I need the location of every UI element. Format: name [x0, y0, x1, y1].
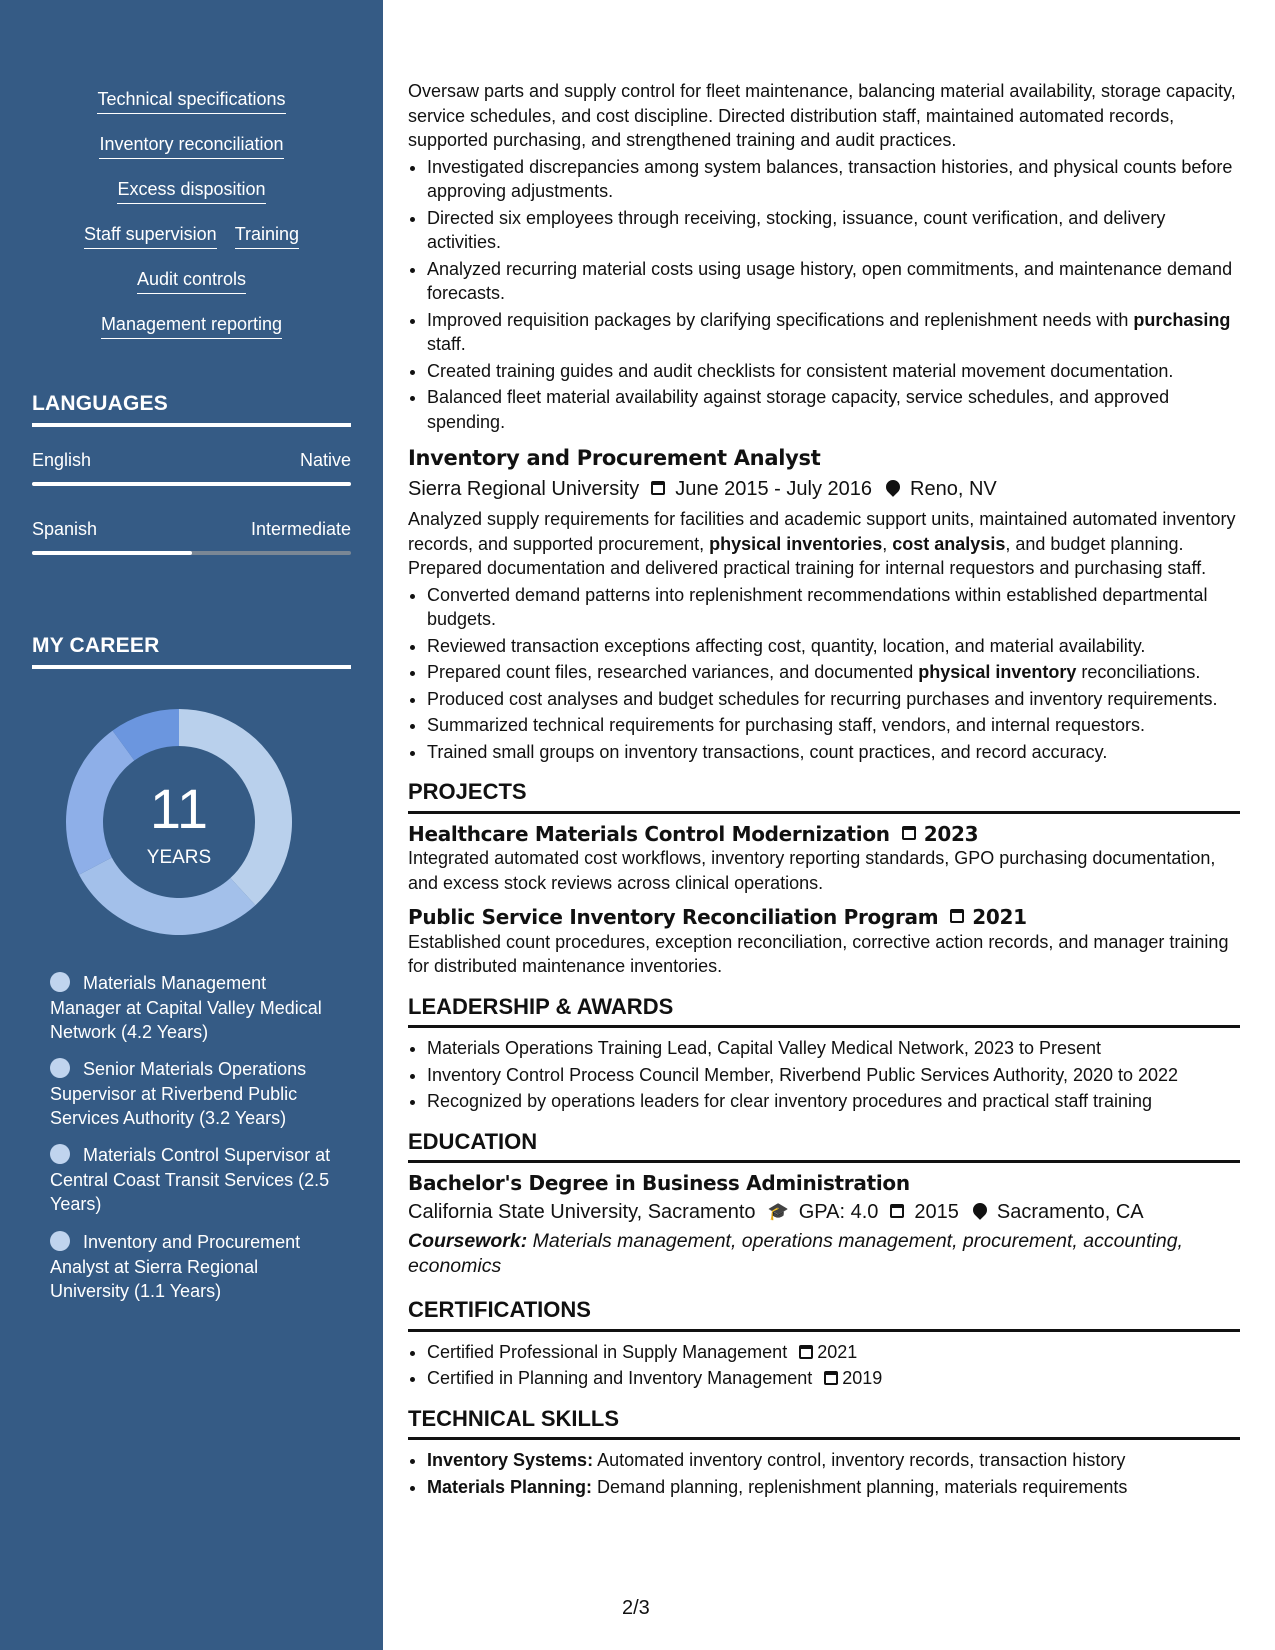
bullet: • Directed six employees through receiving, stocking, issuance, count verification, and delivery activities.: [427, 206, 1240, 255]
bullet: • Materials Operations Training Lead, Capital Valley Medical Network, 2023 to Present: [427, 1036, 1240, 1061]
career-text: Inventory and Procurement Analyst at Sierra Regional University (1.1 Years): [50, 1232, 301, 1301]
job-dates: June 2015 - July 2016: [675, 477, 873, 500]
graduation-cap-icon: 🎓: [767, 1201, 789, 1221]
bullet: • Created training guides and audit checklists for consistent material movement documentation.: [427, 359, 1240, 384]
donut-total: 11: [149, 777, 209, 840]
project-title: Public Service Inventory Reconciliation Program 2021: [408, 905, 1027, 929]
calendar-icon: [950, 905, 964, 930]
bullet: • Reviewed transaction exceptions affecting cost, quantity, location, and material availability.: [427, 634, 1240, 659]
language-english: [32, 450, 351, 486]
education-meta: [408, 1200, 1240, 1225]
bullet: • Inventory Control Process Council Member, Riverbend Public Services Authority, 2020 to 2022: [427, 1063, 1240, 1088]
graduation-year: 2015: [914, 1200, 959, 1223]
career-heading: MY CAREER: [32, 634, 351, 669]
career-item: [50, 1057, 340, 1131]
degree-title: Bachelor's Degree in Business Administration: [408, 1171, 910, 1195]
school-location: Sacramento, CA: [996, 1200, 1144, 1223]
certification: • Certified Professional in Supply Management 2021: [427, 1340, 1240, 1365]
job-title: Inventory and Procurement Analyst: [408, 446, 821, 470]
main-content: [408, 79, 1240, 1501]
skill-tag: Management reporting: [101, 313, 282, 339]
company-name: Sierra Regional University: [408, 477, 640, 500]
career-text: Senior Materials Operations Supervisor at Riverbend Public Services Authority (3.2 Years): [50, 1059, 307, 1128]
bullet: • Produced cost analyses and budget schedules for recurring purchases and inventory requirements.: [427, 687, 1240, 712]
bullet: • Balanced fleet material availability against storage capacity, service schedules, and approved spending.: [427, 385, 1240, 434]
bullet: • Summarized technical requirements for purchasing staff, vendors, and internal requestors.: [427, 713, 1240, 738]
tag-row: [0, 88, 383, 133]
certification: • Certified in Planning and Inventory Management 2019: [427, 1366, 1240, 1391]
bullet: • Trained small groups on inventory transactions, count practices, and record accuracy.: [427, 740, 1240, 765]
language-name: English: [32, 450, 92, 470]
bullet: • Recognized by operations leaders for clear inventory procedures and practical staff training: [427, 1089, 1240, 1114]
language-bar: [32, 551, 351, 555]
leadership-list: [408, 1036, 1240, 1114]
calendar-icon: [890, 1200, 904, 1225]
skill-tag: Training: [235, 223, 299, 249]
bullet: • Converted demand patterns into replenishment recommendations within established departmental budgets.: [427, 583, 1240, 632]
gpa: GPA: 4.0: [798, 1200, 879, 1223]
career-donut-chart: [66, 709, 292, 935]
skill-tag: Technical specifications: [97, 88, 285, 114]
donut-segment-2: [79, 857, 255, 935]
school-name: California State University, Sacramento: [408, 1200, 756, 1223]
certifications-list: [408, 1340, 1240, 1391]
skills-heading: TECHNICAL SKILLS: [408, 1407, 1240, 1441]
bullet-dot-icon: [50, 1231, 70, 1251]
job-meta: [408, 477, 1240, 502]
bullet-dot-icon: [50, 1144, 70, 1164]
skill-tag: Inventory reconciliation: [99, 133, 283, 159]
bullet-dot-icon: [50, 972, 70, 992]
language-level: Intermediate: [250, 519, 351, 539]
bullet-dot-icon: [50, 1058, 70, 1078]
tag-row: [0, 178, 383, 223]
language-bar-fill: [32, 551, 192, 555]
job-description: Oversaw parts and supply control for fleet maintenance, balancing material availability, storage capacity, service schedules, and cost discipline. Directed distribution staff, maintained automated records, supported purchasing, and strengthened training and audit practices.: [408, 81, 1236, 150]
page-number: 2/3: [622, 1597, 650, 1619]
leadership-heading: LEADERSHIP & AWARDS: [408, 995, 1240, 1029]
calendar-icon: [824, 1368, 838, 1388]
career-text: Materials Management Manager at Capital Valley Medical Network (4.2 Years): [50, 973, 322, 1042]
certifications-heading: CERTIFICATIONS: [408, 1298, 1240, 1332]
tag-row: [0, 268, 383, 313]
skills-list: [408, 1448, 1240, 1499]
project-description: Integrated automated cost workflows, inventory reporting standards, GPO purchasing documentation, and excess stock reviews across clinical operations.: [408, 848, 1216, 893]
job-location: Reno, NV: [910, 477, 997, 500]
skill-tag: Staff supervision: [84, 223, 217, 249]
job-description: Analyzed supply requirements for facilities and academic support units, maintained automated inventory records, and supported procurement, physical inventories, cost analysis, and budget planning. Prepared documentation and delivered practical training for internal requestors and purchasing staff.: [408, 509, 1236, 578]
education-heading: EDUCATION: [408, 1130, 1240, 1164]
languages-heading: LANGUAGES: [32, 392, 351, 427]
bullet: • Prepared count files, researched variances, and documented physical inventory reconciliations.: [427, 660, 1240, 685]
calendar-icon: [902, 822, 916, 847]
project-description: Established count procedures, exception reconciliation, corrective action records, and manager training for distributed maintenance inventories.: [408, 931, 1229, 976]
donut-unit: YEARS: [146, 847, 212, 868]
career-item: [50, 1230, 340, 1304]
skill-tags: [0, 88, 383, 358]
job-bullets: [408, 583, 1240, 765]
skill-item: • Materials Planning: Demand planning, replenishment planning, materials requirements: [427, 1475, 1240, 1500]
tag-row: [0, 133, 383, 178]
job-bullets: [408, 155, 1240, 435]
language-bar-fill: [32, 482, 351, 486]
sidebar: [0, 0, 383, 1650]
project-title: Healthcare Materials Control Modernization 2023: [408, 821, 979, 846]
calendar-icon: [799, 1342, 813, 1362]
location-pin-icon: [971, 1200, 987, 1225]
skill-item: • Inventory Systems: Automated inventory control, inventory records, transaction history: [427, 1448, 1240, 1473]
skill-tag: Audit controls: [137, 268, 246, 294]
language-name: Spanish: [32, 519, 98, 539]
bullet: • Improved requisition packages by clarifying specifications and replenishment needs with purchasing staff.: [427, 308, 1240, 357]
tag-row: [0, 313, 383, 358]
career-text: Materials Control Supervisor at Central Coast Transit Services (2.5 Years): [50, 1145, 331, 1214]
skill-tag: Excess disposition: [117, 178, 265, 204]
tag-row: [0, 223, 383, 268]
career-item: [50, 971, 340, 1045]
bullet: • Investigated discrepancies among system balances, transaction histories, and physical counts before approving adjustments.: [427, 155, 1240, 204]
projects-heading: PROJECTS: [408, 780, 1240, 814]
bullet: • Analyzed recurring material costs using usage history, open commitments, and maintenance demand forecasts.: [427, 257, 1240, 306]
language-bar: [32, 482, 351, 486]
location-pin-icon: [884, 477, 900, 502]
career-item: [50, 1143, 340, 1217]
language-level: Native: [299, 450, 351, 470]
calendar-icon: [651, 477, 665, 502]
language-spanish: [32, 519, 351, 555]
coursework: Coursework: Materials management, operations management, procurement, accounting, economics: [408, 1230, 1183, 1277]
